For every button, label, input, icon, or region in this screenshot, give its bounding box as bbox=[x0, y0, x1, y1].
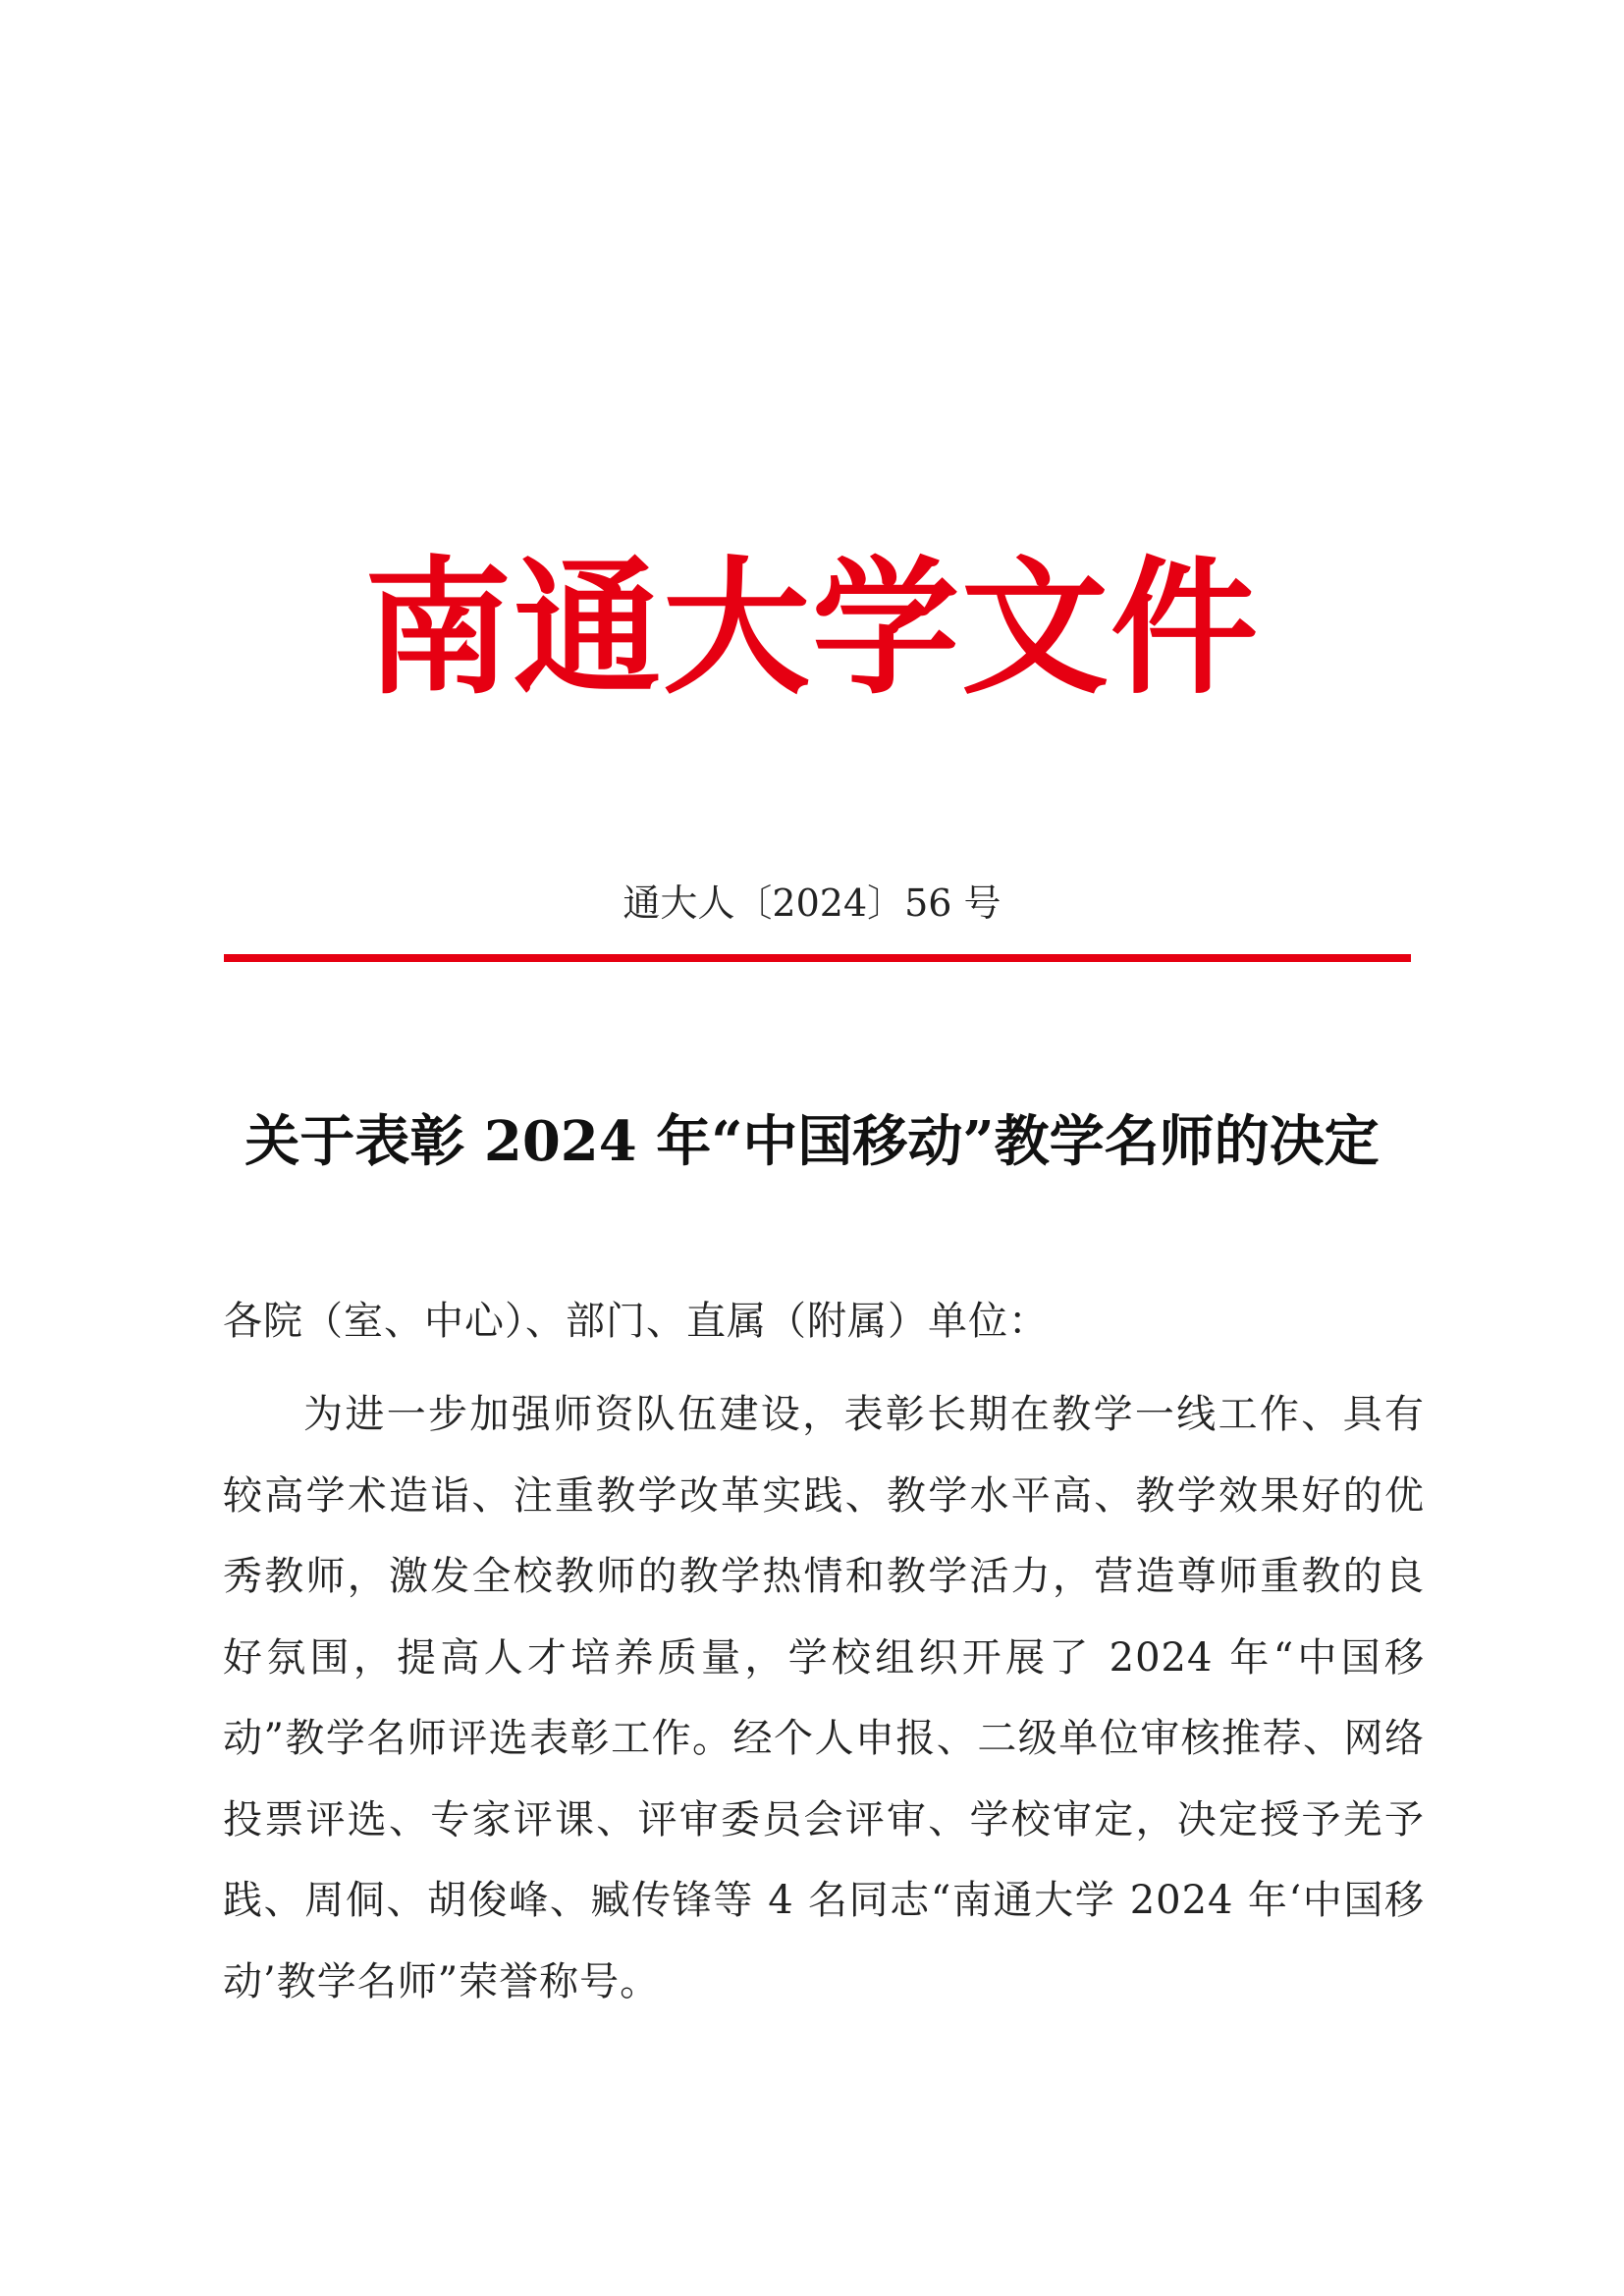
body-paragraph: 为进一步加强师资队伍建设，表彰长期在教学一线工作、具有较高学术造诣、注重教学改革实践、教学水平高、教学效果好的优秀教师，激发全校教师的教学热情和教学活力，营造尊师重教的良好氛围，提高人才培养质量，学校组织开展了 2024 年“中国移动”教学名师评选表彰工作。经个人申报、二级单位审核推荐、网络投票评选、专家评课、评审委员会评审、学校审定，决定授予羌予践、周侗、胡俊峰、臧传锋等 4 名同志“南通大学 2024 年‘中国移动’教学名师”荣誉称号。 bbox=[223, 1392, 1425, 2004]
document-number: 通大人〔2024〕56 号 bbox=[623, 881, 1001, 925]
salutation: 各院（室、中心）、部门、直属（附属）单位： bbox=[223, 1299, 1049, 1344]
document-title: 关于表彰 2024 年“中国移动”教学名师的决定 bbox=[244, 1109, 1380, 1174]
masthead-title: 南通大学文件 bbox=[363, 542, 1260, 715]
red-separator-line bbox=[224, 954, 1411, 962]
